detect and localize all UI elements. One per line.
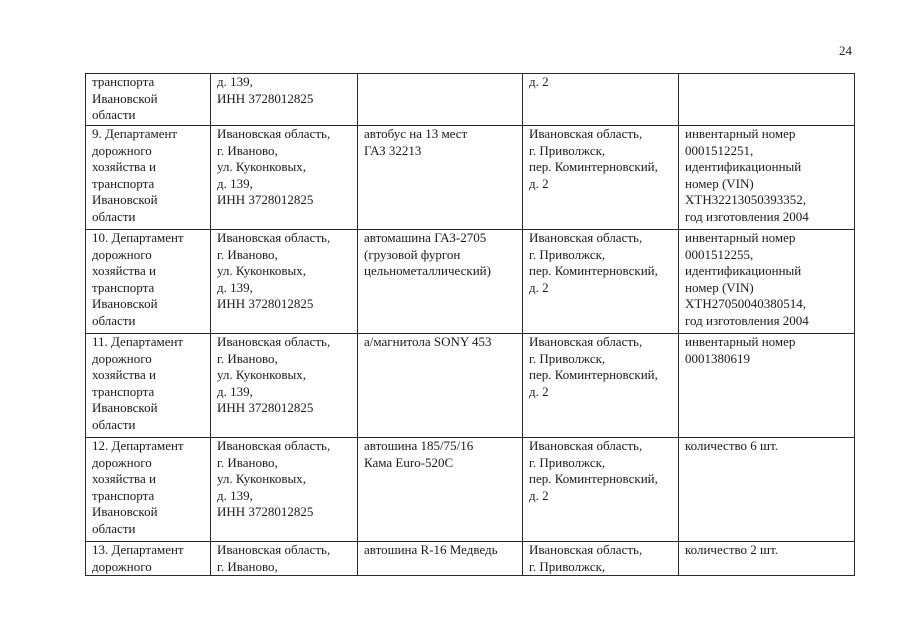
cell-line: дорожного bbox=[92, 558, 152, 574]
cell-line: ИНН 3728012825 bbox=[217, 192, 314, 207]
cell-line: ИНН 3728012825 bbox=[217, 296, 314, 311]
cell-line: автобус на 13 мест bbox=[364, 126, 468, 141]
table-row bbox=[86, 334, 855, 438]
cell-line: 0001512251, bbox=[685, 142, 754, 158]
location-cell bbox=[523, 438, 679, 542]
cell-line: области bbox=[92, 416, 136, 432]
cell-line: год изготовления 2004 bbox=[685, 208, 809, 224]
cell-line: Ивановская область, bbox=[529, 126, 643, 141]
cell-line: транспорта bbox=[92, 175, 155, 191]
cell-line: автомашина ГАЗ-2705 bbox=[364, 230, 487, 245]
owner-cell bbox=[86, 126, 211, 230]
cell-line: хозяйства и bbox=[92, 367, 156, 382]
cell-line: г. Иваново, bbox=[217, 350, 278, 366]
cell-line: дорожного bbox=[92, 350, 152, 366]
cell-line: области bbox=[92, 312, 136, 328]
cell-line: д. 2 bbox=[529, 383, 549, 399]
cell-line: д. 139, bbox=[217, 175, 253, 191]
cell-line: д. 139, bbox=[217, 279, 253, 295]
address-cell bbox=[211, 74, 358, 126]
cell-line: пер. Коминтерновский, bbox=[529, 471, 658, 486]
cell-line: Ивановская область, bbox=[217, 334, 331, 349]
cell-line: ул. Куконковых, bbox=[217, 367, 307, 382]
item-cell bbox=[358, 230, 523, 334]
cell-line: (грузовой фургон bbox=[364, 246, 461, 262]
item-cell bbox=[358, 126, 523, 230]
cell-line: ХТН32213050393352, bbox=[685, 192, 806, 207]
cell-line: идентификационный bbox=[685, 159, 802, 174]
cell-line: д. 2 bbox=[529, 279, 549, 295]
cell-line: Ивановской bbox=[92, 400, 158, 415]
cell-line: 0001380619 bbox=[685, 350, 750, 366]
details-cell bbox=[679, 542, 855, 576]
address-cell bbox=[211, 334, 358, 438]
table-row bbox=[86, 438, 855, 542]
cell-line: г. Приволжск, bbox=[529, 350, 606, 366]
cell-line: области bbox=[92, 107, 136, 122]
cell-line: области bbox=[92, 208, 136, 224]
cell-line: д. 139, bbox=[217, 383, 253, 399]
cell-line: 12. Департамент bbox=[92, 438, 184, 453]
location-cell bbox=[523, 230, 679, 334]
cell-line: д. 2 bbox=[529, 74, 549, 89]
page-number: 24 bbox=[839, 43, 852, 58]
cell-line: Ивановской bbox=[92, 192, 158, 207]
cell-line: а/магнитола SONY 453 bbox=[364, 334, 492, 349]
cell-line: номер (VIN) bbox=[685, 175, 754, 191]
cell-line: ул. Куконковых, bbox=[217, 263, 307, 278]
location-cell bbox=[523, 126, 679, 230]
cell-line: д. 139, bbox=[217, 487, 253, 503]
table-row bbox=[86, 230, 855, 334]
cell-line: инвентарный номер bbox=[685, 334, 796, 349]
cell-line: пер. Коминтерновский, bbox=[529, 159, 658, 174]
cell-line: автошина R-16 Медведь bbox=[364, 542, 498, 557]
property-table bbox=[85, 73, 855, 576]
table-row bbox=[86, 542, 855, 576]
cell-line: инвентарный номер bbox=[685, 126, 796, 141]
cell-line: цельнометаллический) bbox=[364, 263, 491, 278]
cell-line: Ивановской bbox=[92, 296, 158, 311]
address-cell bbox=[211, 126, 358, 230]
cell-line: г. Приволжск, bbox=[529, 246, 606, 262]
cell-line: ул. Куконковых, bbox=[217, 159, 307, 174]
address-cell bbox=[211, 438, 358, 542]
cell-line: ИНН 3728012825 bbox=[217, 400, 314, 415]
cell-line: Ивановская область, bbox=[529, 542, 643, 557]
details-cell bbox=[679, 230, 855, 334]
cell-line: пер. Коминтерновский, bbox=[529, 263, 658, 278]
address-cell bbox=[211, 542, 358, 576]
location-cell bbox=[523, 542, 679, 576]
location-cell bbox=[523, 74, 679, 126]
cell-line: транспорта bbox=[92, 74, 155, 89]
details-cell bbox=[679, 438, 855, 542]
cell-line: инвентарный номер bbox=[685, 230, 796, 245]
item-cell bbox=[358, 334, 523, 438]
cell-line: дорожного bbox=[92, 142, 152, 158]
cell-line: Ивановской bbox=[92, 90, 158, 106]
cell-line: хозяйства и bbox=[92, 263, 156, 278]
cell-line: идентификационный bbox=[685, 263, 802, 278]
table-body bbox=[86, 74, 855, 576]
cell-line: 11. Департамент bbox=[92, 334, 184, 349]
cell-line: Ивановская область, bbox=[217, 126, 331, 141]
cell-line: Ивановская область, bbox=[529, 334, 643, 349]
cell-line: г. Приволжск, bbox=[529, 142, 606, 158]
cell-line: д. 2 bbox=[529, 175, 549, 191]
table-row bbox=[86, 126, 855, 230]
cell-line: г. Иваново, bbox=[217, 558, 278, 574]
cell-line: 0001512255, bbox=[685, 246, 754, 262]
cell-line: транспорта bbox=[92, 383, 155, 399]
owner-cell bbox=[86, 74, 211, 126]
cell-line: Ивановская область, bbox=[529, 438, 643, 453]
item-cell bbox=[358, 74, 523, 126]
address-cell bbox=[211, 230, 358, 334]
cell-line: хозяйства и bbox=[92, 159, 156, 174]
cell-line: ГАЗ 32213 bbox=[364, 142, 422, 158]
details-cell bbox=[679, 74, 855, 126]
cell-line: д. 2 bbox=[529, 487, 549, 503]
item-cell bbox=[358, 542, 523, 576]
cell-line: ул. Куконковых, bbox=[217, 471, 307, 486]
table-row bbox=[86, 74, 855, 126]
cell-line: г. Иваново, bbox=[217, 142, 278, 158]
cell-line: год изготовления 2004 bbox=[685, 312, 809, 328]
cell-line: 13. Департамент bbox=[92, 542, 184, 557]
cell-line: транспорта bbox=[92, 279, 155, 295]
cell-line: дорожного bbox=[92, 246, 152, 262]
cell-line: ХТН27050040380514, bbox=[685, 296, 806, 311]
cell-line: количество 6 шт. bbox=[685, 438, 779, 453]
cell-line: 9. Департамент bbox=[92, 126, 178, 141]
cell-line: дорожного bbox=[92, 454, 152, 470]
owner-cell bbox=[86, 230, 211, 334]
details-cell bbox=[679, 126, 855, 230]
cell-line: г. Приволжск, bbox=[529, 558, 606, 574]
cell-line: ИНН 3728012825 bbox=[217, 90, 314, 106]
cell-line: Ивановская область, bbox=[529, 230, 643, 245]
cell-line: Ивановская область, bbox=[217, 542, 331, 557]
cell-line: транспорта bbox=[92, 487, 155, 503]
item-cell bbox=[358, 438, 523, 542]
cell-line: Ивановской bbox=[92, 504, 158, 519]
cell-line: г. Иваново, bbox=[217, 246, 278, 262]
cell-line: хозяйства и bbox=[92, 471, 156, 486]
owner-cell bbox=[86, 438, 211, 542]
cell-line: 10. Департамент bbox=[92, 230, 184, 245]
owner-cell bbox=[86, 334, 211, 438]
cell-line: Кама Euro-520C bbox=[364, 454, 454, 470]
cell-line: автошина 185/75/16 bbox=[364, 438, 474, 453]
details-cell bbox=[679, 334, 855, 438]
cell-line: области bbox=[92, 520, 136, 536]
cell-line: Ивановская область, bbox=[217, 230, 331, 245]
owner-cell bbox=[86, 542, 211, 576]
cell-line: Ивановская область, bbox=[217, 438, 331, 453]
location-cell bbox=[523, 334, 679, 438]
cell-line: г. Приволжск, bbox=[529, 454, 606, 470]
cell-line: д. 139, bbox=[217, 74, 253, 89]
cell-line: ИНН 3728012825 bbox=[217, 504, 314, 519]
cell-line: пер. Коминтерновский, bbox=[529, 367, 658, 382]
cell-line: номер (VIN) bbox=[685, 279, 754, 295]
cell-line: г. Иваново, bbox=[217, 454, 278, 470]
cell-line: количество 2 шт. bbox=[685, 542, 779, 557]
